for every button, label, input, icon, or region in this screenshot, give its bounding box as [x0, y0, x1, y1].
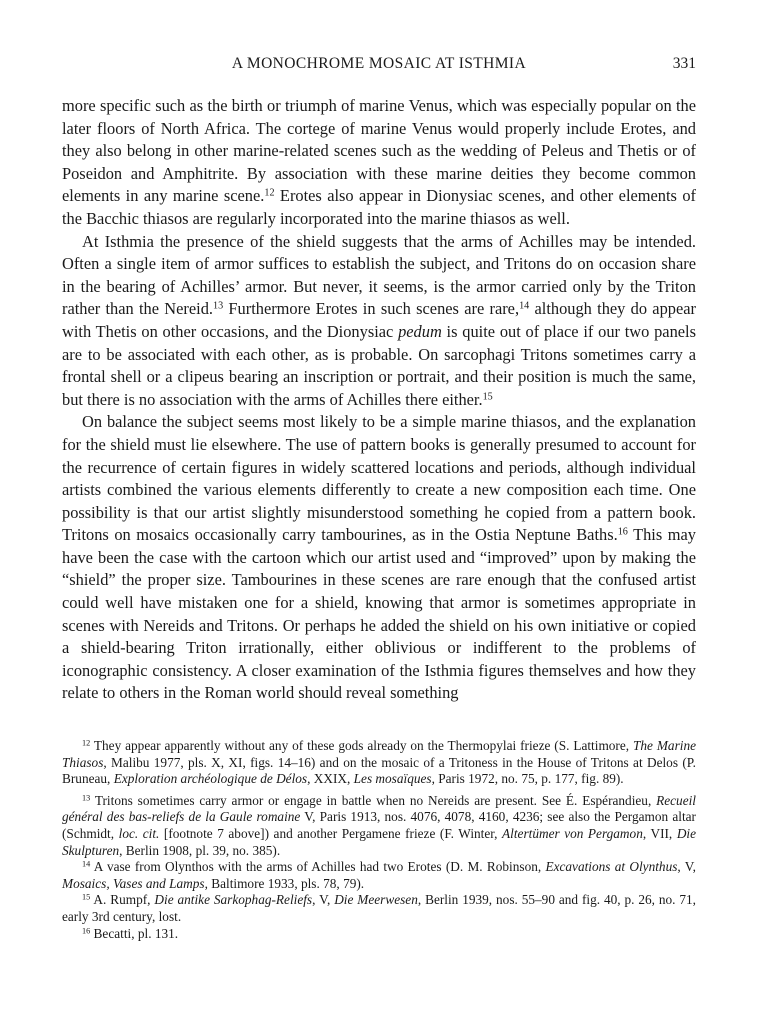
text-run: Erotes also appear in Dionysiac scenes, and other elements of the Bacchic thiasos are regularly incorporated into the marine thiasos as well.: [62, 186, 696, 228]
text-run: V, Paris 1913, nos. 4076, 4078, 4160, 4236; see also the Pergamon altar (Schmidt,: [62, 809, 696, 841]
footnote-15: [62, 892, 696, 925]
footnote-number: 16: [82, 926, 91, 935]
paragraph-2: [62, 231, 696, 412]
italic-title: Exploration archéologique de Délos: [113, 771, 308, 787]
text-run: , V,: [677, 859, 696, 875]
text-run: A. Rumpf,: [90, 892, 155, 908]
text-run: A vase from Olynthos with the arms of Achilles had two Erotes (D. M. Robinson,: [90, 859, 546, 875]
text-run: Tritons sometimes carry armor or engage in battle when no Nereids are present. See É. Espérandieu,: [90, 792, 657, 808]
text-run: although they do appear with Thetis on other occasions, and the Dionysiac: [62, 299, 696, 341]
footnote-12: [62, 738, 696, 788]
text-run: At Isthmia the presence of the shield suggests that the arms of Achilles may be intended. Often a single item of armor suffices to establish the subject, and Tritons do on occasion share in the bearing of Achilles’ armor. But never, it seems, is the armor carried only by the Triton rather than the Nereid.: [62, 231, 696, 319]
footnotes: [62, 738, 696, 942]
text-run: , VII,: [642, 825, 677, 841]
text-run: more specific such as the birth or triumph of marine Venus, which was especially popular on the later floors of North Africa. The cortege of marine Venus would properly include Erotes, and they also belong in other marine-related scenes such as the wedding of Peleus and Thetis or of Poseidon and Amphitrite. By association with these marine deities they become common elements in any marine scene.: [62, 96, 696, 206]
text-run: Furthermore Erotes in such scenes are rare,: [223, 299, 520, 319]
italic-title: loc. cit.: [118, 825, 160, 841]
text-run: [footnote 7 above]) and another Pergamene frieze (F. Winter,: [159, 825, 503, 841]
body-text: [62, 95, 696, 705]
page-number: 331: [672, 55, 696, 72]
text-run: , Berlin 1939, nos. 55–90 and fig. 40, p. 26, no. 71, early 3rd century, lost.: [62, 892, 696, 924]
text-run: Becatti, pl. 131.: [90, 925, 179, 941]
footnote-number: 13: [82, 793, 91, 803]
italic-title: Die antike Sarkophag-Reliefs: [154, 892, 313, 908]
text-run: , Paris 1972, no. 75, p. 177, fig. 89).: [431, 771, 624, 787]
italic-title: Altertümer von Pergamon: [502, 825, 643, 841]
footnote-ref-12: 12: [264, 187, 275, 199]
paragraph-3: [62, 411, 696, 705]
footnote-ref-16: 16: [617, 526, 628, 538]
running-head: A MONOCHROME MOSAIC AT ISTHMIA: [231, 55, 527, 72]
italic-title: Excavations at Olynthus: [545, 859, 678, 875]
footnote-ref-14: 14: [519, 300, 530, 312]
italic-title: Mosaics, Vases and Lamps: [62, 875, 205, 891]
footnote-number: 14: [82, 859, 91, 869]
italic-title: The Marine Thiasos: [62, 738, 696, 770]
footnote-13: [62, 793, 696, 859]
footnote-14: [62, 859, 696, 892]
footnote-16: [62, 926, 696, 943]
text-run: , Berlin 1908, pl. 39, no. 385).: [119, 842, 281, 858]
italic-title: Die Meerwesen: [334, 892, 418, 908]
text-run: This may have been the case with the cartoon which our artist used and “improved” upon by making the “shield” the proper size. Tambourines in these scenes are rare enough that the confused artist could well have mistaken one for a shield, knowing that armor is sometimes appropriate in scenes with Nereids and Tritons. Or perhaps he added the shield on his own initiative or copied a shield-bearing Triton irrationally, either oblivious or indifferent to the problems of iconographic consistency. A closer examination of the Isthmia figures themselves and how they relate to others in the Roman world should reveal something: [62, 525, 697, 703]
text-run: , Baltimore 1933, pls. 78, 79).: [204, 875, 365, 891]
italic-title: Les mosaïques: [353, 771, 432, 787]
italic-title: Die Skulpturen: [62, 825, 697, 858]
footnote-ref-13: 13: [213, 300, 224, 312]
paragraph-1: [62, 95, 696, 231]
text-run: On balance the subject seems most likely to be a simple marine thiasos, and the explanation for the shield must lie elsewhere. The use of pattern books is generally presumed to account for the recurrence of certain figures in widely scattered locations and periods, although individual artists combined the various elements differently to create a new composition each time. One possibility is that our artist slightly misunderstood something he copied from a pattern book. Tritons on mosaics occasionally carry tambourines, as in the Ostia Neptune Baths.: [62, 412, 696, 545]
text-run: They appear apparently without any of these gods already on the Thermopylai frieze (S. Lattimore,: [90, 738, 633, 753]
text-run: , V,: [312, 892, 335, 908]
italic-title: Recueil général des bas-reliefs de la Gaule romaine: [62, 792, 696, 825]
text-run: , XXIX,: [307, 771, 354, 787]
footnote-number: 12: [82, 738, 91, 748]
text-run: , Malibu 1977, pls. X, XI, figs. 14–16) and on the mosaic of a Tritoness in the House of Tritons at Delos (P. Bruneau,: [62, 754, 696, 787]
italic-term: pedum: [398, 321, 442, 341]
text-run: is quite out of place if our two panels are to be associated with each other, as is probable. On sarcophagi Tritons sometimes carry a frontal shell or a clipeus bearing an inscription or portrait, and their position is much the same, but there is no association with the arms of Achilles there either.: [62, 321, 696, 409]
page-header: [62, 55, 696, 79]
footnote-ref-15: 15: [482, 391, 493, 403]
footnote-number: 15: [82, 892, 91, 902]
